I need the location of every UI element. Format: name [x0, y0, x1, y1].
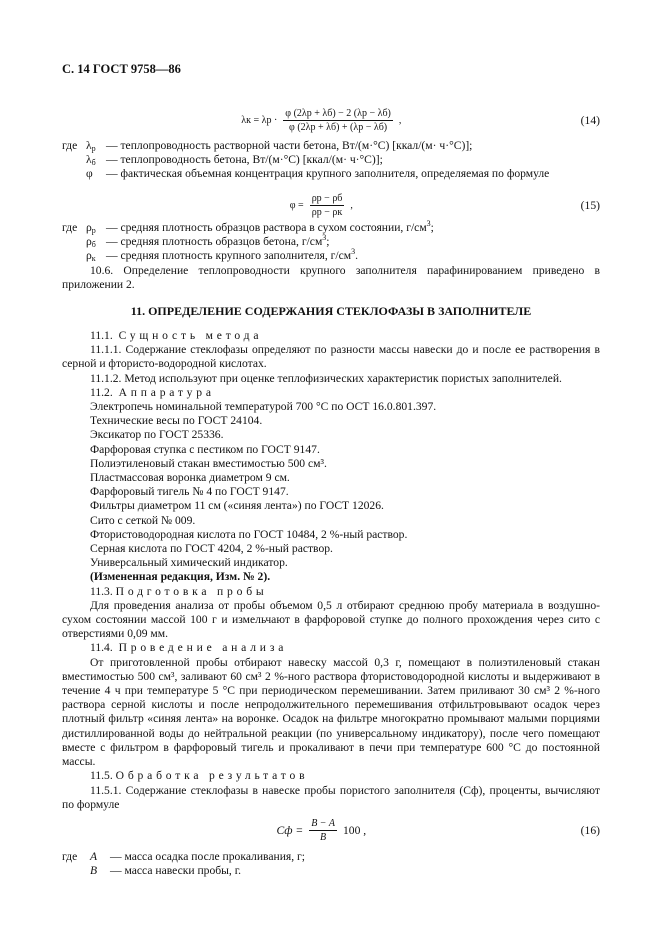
- subsection-11-1-heading: [62, 329, 600, 343]
- equipment-item: Фарфоровая ступка с пестиком по ГОСТ 9147.: [90, 442, 320, 456]
- formula-lhs: λк = λр ·: [241, 115, 278, 126]
- definition-item: [62, 153, 600, 167]
- subsection-title: Сущность метода: [118, 329, 263, 342]
- paragraph-11-5-1: 11.5.1. Содержание стеклофазы в навеске пробы пористого заполнителя (Cф), проценты, вычисляют по формуле: [62, 783, 600, 811]
- symbol-sub: б: [91, 158, 96, 168]
- definition-item: [62, 221, 600, 235]
- symbol-sub: б: [91, 240, 96, 250]
- formula-numerator: B − A: [311, 818, 335, 829]
- symbol: ρ: [86, 221, 92, 234]
- subsection-title: Аппаратура: [118, 385, 215, 399]
- equipment-list: [62, 400, 600, 570]
- symbol: λ: [86, 153, 92, 167]
- def-end: .: [355, 249, 359, 263]
- def-text: [106, 221, 434, 235]
- def-text: [106, 249, 358, 263]
- equipment-item: Универсальный химический индикатор.: [90, 556, 288, 570]
- amendment-note: (Измененная редакция, Изм. № 2).: [90, 570, 271, 584]
- page-header: С. 14 ГОСТ 9758—86: [62, 62, 181, 76]
- def-text-main: — средняя плотность крупного заполнителя, г/см: [106, 249, 352, 263]
- def-text: — фактическая объемная концентрация крупного заполнителя, определяемая по формуле: [106, 167, 550, 181]
- paragraph-11-3: Для проведения анализа от пробы объемом 0,5 л отбирают среднюю пробу материала в воздушно-сухом состоянии массой 100 г и измельчают в фарфоровой ступке до полного прохождения через сито с отверстиями 0,09 мм.: [62, 598, 600, 641]
- def-text: [106, 235, 330, 249]
- definition-item: [62, 864, 600, 878]
- equipment-item: Фильтры диаметром 11 см («синяя лента») по ГОСТ 12026.: [90, 499, 384, 513]
- formula-lhs: φ =: [289, 200, 304, 211]
- def-symbol: [86, 235, 102, 249]
- symbol-sub: к: [91, 254, 96, 264]
- def-text: — масса осадка после прокаливания, г;: [110, 850, 306, 863]
- symbol: ρ: [86, 249, 92, 263]
- definitions-14: [62, 139, 600, 182]
- definition-item: [62, 235, 600, 249]
- def-prefix: где: [62, 850, 78, 863]
- def-symbol: [86, 153, 102, 167]
- definitions-15: [62, 221, 600, 292]
- subsection-title: Обработка результатов: [115, 769, 309, 783]
- symbol-sub: р: [91, 226, 96, 235]
- def-text: — масса навески пробы, г.: [110, 864, 242, 878]
- definition-item: [62, 249, 600, 263]
- symbol: ρ: [86, 235, 92, 249]
- equipment-item: Эксикатор по ГОСТ 25336.: [90, 428, 224, 442]
- formula-numerator: ρр − ρб: [311, 193, 343, 204]
- equipment-item: Серная кислота по ГОСТ 4204, 2 %-ный раствор.: [90, 542, 333, 556]
- formula-15: [62, 193, 600, 218]
- definitions-16: [62, 850, 600, 878]
- formula-denominator: φ (2λр + λб) + (λр − λб): [289, 122, 388, 133]
- def-prefix: где: [62, 139, 78, 152]
- def-prefix: где: [62, 221, 78, 234]
- equipment-item: Фтористоводородная кислота по ГОСТ 10484, 2 %-ный раствор.: [90, 527, 408, 541]
- paragraph-10-6: 10.6. Определение теплопроводности крупного заполнителя парафинированием приведено в приложении 2.: [62, 263, 600, 291]
- subsection-number: 11.1.: [90, 329, 113, 342]
- formula-tail: 100 ,: [342, 824, 367, 837]
- paragraph-11-4: От приготовленной пробы отбирают навеску массой 0,3 г, помещают в полиэтиленовый стакан вместимостью 500 см³, заливают 60 см³ 2 %-ного раствора фтористоводородной кислоты и выдерживают в течение 4 ч при температуре 5 °С при периодическом перемешивании. Затем приливают 30 см³ 2 %-ного раствора серной кислоты и после непродолжительного перемешивания отфильтровывают осадок через плотный фильтр «синяя лента» на воронке. Осадок на фильтре многократно промывают малыми порциями дистиллированной воды до нейтральной реакции (по универсальному индикатору), после чего помещают вместе с фильтром в фарфоровый тигель и прокаливают в печи при температуре 600 °С до постоянной массы.: [62, 655, 600, 769]
- def-sup: 3: [322, 233, 327, 243]
- section-11-title: 11. ОПРЕДЕЛЕНИЕ СОДЕРЖАНИЯ СТЕКЛОФАЗЫ В ЗАПОЛНИТЕЛЕ: [130, 304, 532, 318]
- subsection-title: Проведение анализа: [118, 641, 288, 655]
- subsection-number: 11.3.: [90, 584, 113, 598]
- subsection-11-4-heading: [62, 641, 600, 655]
- def-text: — теплопроводность растворной части бетона, Вт/(м·°С) [ккал/(м· ч·°С)];: [106, 139, 473, 152]
- subsection-11-5-heading: [62, 769, 600, 783]
- def-end: ;: [326, 235, 330, 249]
- def-symbol: A: [90, 850, 98, 863]
- equipment-item: Электропечь номинальной температурой 700 °С по ОСТ 16.0.801.397.: [90, 400, 437, 414]
- def-text: — теплопроводность бетона, Вт/(м·°С) [ккал/(м· ч·°С)];: [106, 153, 383, 167]
- subsection-title: Подготовка пробы: [115, 584, 268, 598]
- subsection-11-2-heading: [62, 386, 600, 400]
- formula-tail: ,: [350, 200, 353, 211]
- def-prefix: [62, 235, 86, 249]
- def-text-main: — средняя плотность образцов раствора в сухом состоянии, г/см: [106, 221, 427, 234]
- formula-14: [62, 108, 600, 133]
- def-end: ;: [430, 221, 434, 234]
- def-symbol: B: [90, 864, 98, 878]
- def-symbol: [86, 249, 102, 263]
- section-11-body: [62, 329, 600, 812]
- formula-lhs: Cф =: [276, 824, 304, 837]
- symbol-sub: р: [91, 144, 96, 153]
- symbol: φ: [86, 167, 93, 181]
- equipment-item: Сито с сеткой № 009.: [90, 513, 196, 527]
- paragraph-11-1-1: 11.1.1. Содержание стеклофазы определяют по разности массы навески до и после ее растворения в серной и фтористо-водородной кислотах.: [62, 343, 600, 371]
- equipment-item: Технические весы по ГОСТ 24104.: [90, 414, 263, 428]
- definition-item: [62, 139, 600, 153]
- subsection-number: 11.4.: [90, 641, 113, 655]
- equipment-item: Полиэтиленовый стакан вместимостью 500 см³.: [90, 456, 327, 470]
- symbol: λ: [86, 139, 92, 152]
- def-symbol: [86, 167, 102, 181]
- paragraph-11-1-2: 11.1.2. Метод используют при оценке теплофизических характеристик пористых заполнителей.: [90, 371, 562, 385]
- subsection-number: 11.5.: [90, 769, 113, 783]
- equipment-item: Пластмассовая воронка диаметром 9 см.: [90, 471, 290, 485]
- formula-number: (14): [580, 114, 600, 127]
- def-sup: 3: [426, 219, 431, 229]
- equipment-item: Фарфоровый тигель № 4 по ГОСТ 9147.: [90, 485, 289, 499]
- def-prefix: [62, 153, 86, 167]
- formula-denominator: ρр − ρк: [311, 207, 343, 218]
- def-prefix: [62, 864, 86, 878]
- formula-numerator: φ (2λр + λб) − 2 (λр − λб): [285, 108, 391, 119]
- formula-number: (16): [580, 824, 600, 837]
- subsection-11-3-heading: [62, 585, 600, 599]
- def-symbol: [86, 221, 102, 235]
- def-sup: 3: [351, 247, 356, 257]
- formula-number: (15): [580, 199, 600, 212]
- formula-tail: ,: [398, 115, 402, 126]
- definition-item: [62, 167, 600, 181]
- def-prefix: [62, 249, 86, 263]
- formula-denominator: B: [320, 832, 327, 843]
- def-symbol: [86, 139, 102, 153]
- subsection-number: 11.2.: [90, 385, 113, 399]
- def-prefix: [62, 167, 86, 181]
- formula-16: [62, 818, 600, 843]
- def-text-main: — средняя плотность образцов бетона, г/см: [106, 235, 323, 249]
- definition-item: [62, 850, 600, 864]
